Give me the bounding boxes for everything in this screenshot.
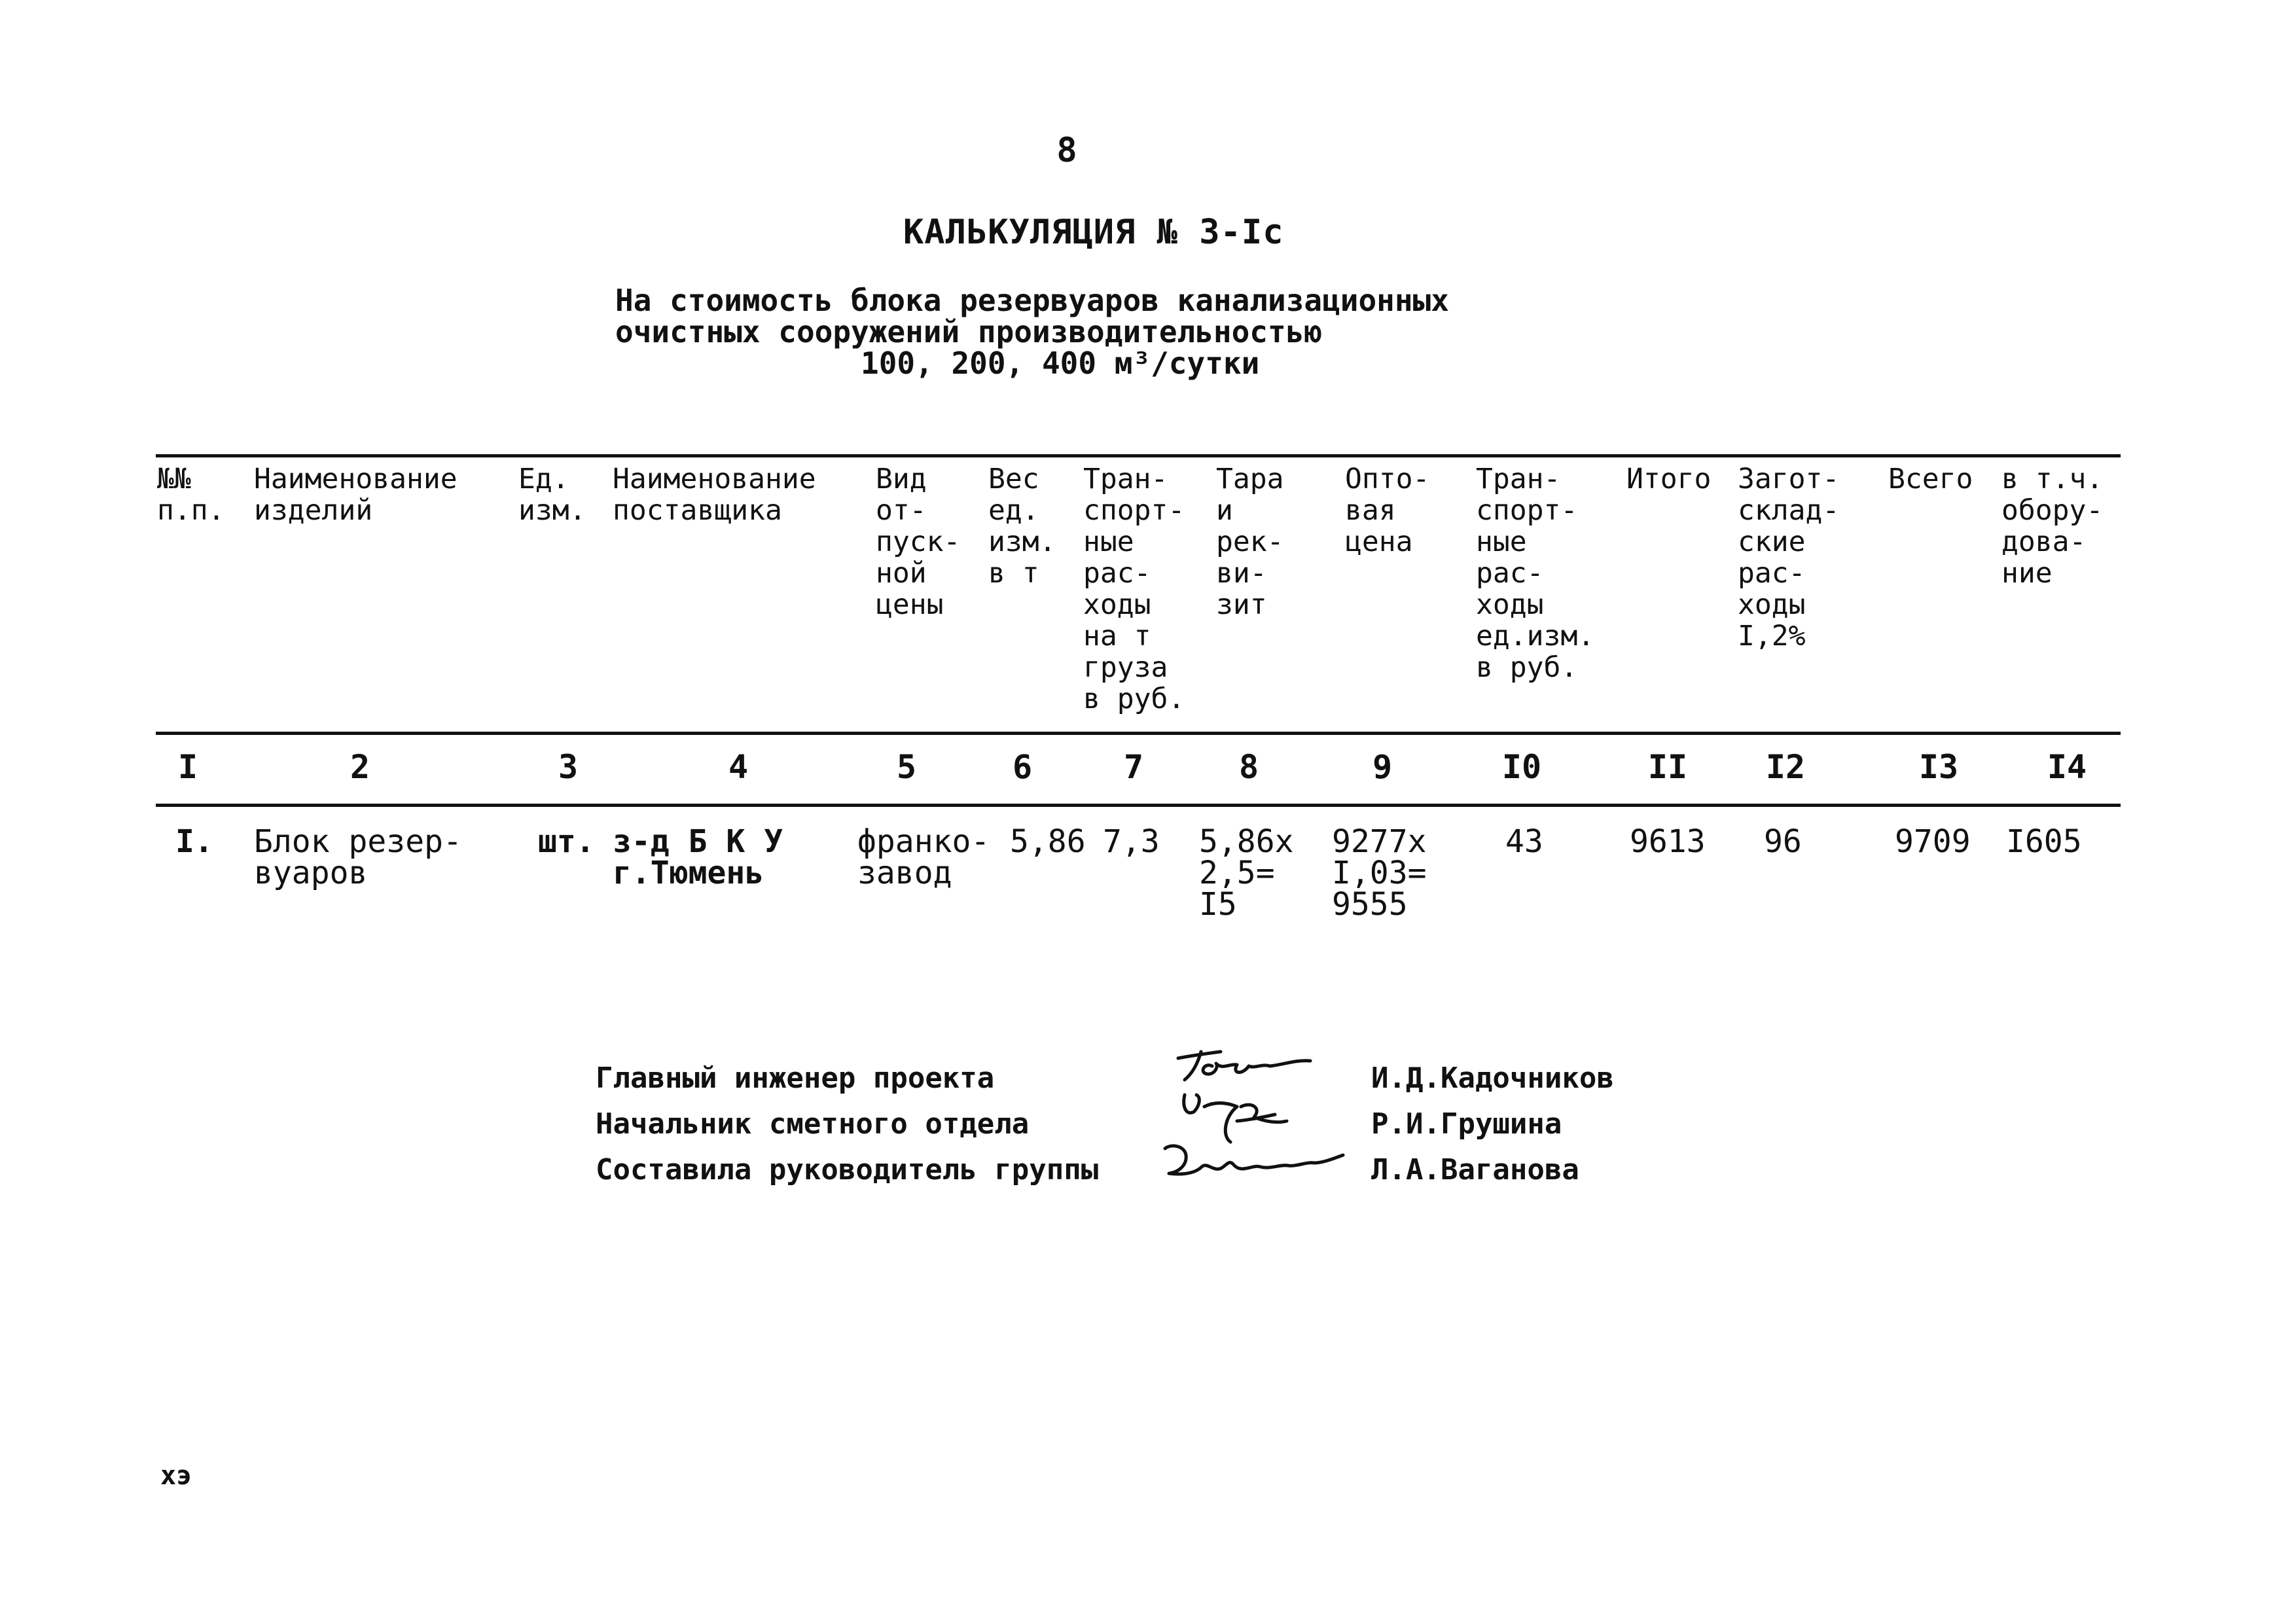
unit-weight: 5,86 (1010, 823, 1086, 860)
handwritten-signatures (1139, 1044, 1374, 1207)
column-number: 8 (1238, 748, 1259, 786)
price-type: франко- завод (857, 823, 990, 891)
signatory-name: Л.А.Ваганова (1371, 1153, 1579, 1186)
transport-per-ton: 7,3 (1103, 823, 1160, 860)
header-cell: Тран- спорт- ные рас- ходы на т груза в руб. (1083, 463, 1185, 715)
page-number: 8 (1056, 131, 1077, 170)
row-number: I. (175, 823, 213, 860)
column-number: I (177, 748, 198, 786)
signatory-name: Р.И.Грушина (1371, 1107, 1562, 1141)
signature-stroke (1178, 1052, 1310, 1080)
column-number: 9 (1372, 748, 1393, 786)
header-cell: Наименование поставщика (613, 463, 816, 527)
column-number: 6 (1012, 748, 1033, 786)
wholesale-price: 9277х I,03= 9555 (1332, 823, 1427, 923)
column-number: 5 (896, 748, 917, 786)
table-rule-middle (156, 732, 2121, 735)
equipment-share: I605 (2006, 823, 2082, 860)
header-cell: Всего (1888, 463, 1973, 495)
header-cell: Тран- спорт- ные рас- ходы ед.изм. в руб. (1476, 463, 1595, 684)
column-number: 3 (558, 748, 579, 786)
column-number: 2 (350, 748, 370, 786)
column-number: 7 (1123, 748, 1144, 786)
item-name: Блок резер- вуаров (254, 823, 462, 891)
procurement-costs: 96 (1764, 823, 1802, 860)
signature-role: Начальник сметного отдела (596, 1107, 1030, 1141)
subtitle-line-1: На стоимость блока резервуаров канализационных (615, 283, 1449, 318)
table-rule-bottom (156, 804, 2121, 807)
column-number: I2 (1765, 748, 1806, 786)
signature-stroke (1165, 1146, 1343, 1174)
header-cell: Ед. изм. (518, 463, 586, 527)
signature-role: Главный инженер проекта (596, 1061, 995, 1095)
header-cell: Наименование изделий (254, 463, 457, 527)
signatory-name: И.Д.Кадочников (1371, 1061, 1614, 1095)
subtotal: 9613 (1630, 823, 1706, 860)
column-number: I4 (2047, 748, 2087, 786)
document-title: КАЛЬКУЛЯЦИЯ № 3-Iс (903, 213, 1284, 252)
supplier-name: з-д Б К У г.Тюмень (613, 823, 783, 891)
column-number: I0 (1501, 748, 1542, 786)
document-subtitle (615, 285, 1449, 379)
header-cell: Итого (1626, 463, 1712, 495)
header-cell: Вес ед. изм. в т (988, 463, 1056, 590)
item-unit: шт. (538, 823, 595, 860)
footer-mark: хэ (160, 1461, 192, 1491)
column-number: 4 (728, 748, 749, 786)
subtitle-line-3: 100, 200, 400 м³/сутки (861, 346, 1260, 381)
signature-role: Составила руководитель группы (596, 1153, 1099, 1186)
column-number: II (1647, 748, 1688, 786)
transport-per-unit: 43 (1505, 823, 1543, 860)
table-rule-top (156, 454, 2121, 457)
header-cell: Вид от- пуск- ной цены (876, 463, 961, 621)
header-cell: Тара и рек- ви- зит (1216, 463, 1284, 621)
header-cell: №№ п.п. (157, 463, 225, 527)
header-cell: Опто- вая цена (1345, 463, 1430, 558)
header-cell: Загот- склад- ские рас- ходы I,2% (1738, 463, 1840, 652)
signature-stroke (1184, 1095, 1287, 1142)
column-number: I3 (1918, 748, 1959, 786)
subtitle-line-2: очистных сооружений производительностью (615, 314, 1323, 349)
tare-calculation: 5,86х 2,5= I5 (1199, 823, 1294, 923)
header-cell: в т.ч. обору- дова- ние (2001, 463, 2104, 590)
total: 9709 (1895, 823, 1971, 860)
